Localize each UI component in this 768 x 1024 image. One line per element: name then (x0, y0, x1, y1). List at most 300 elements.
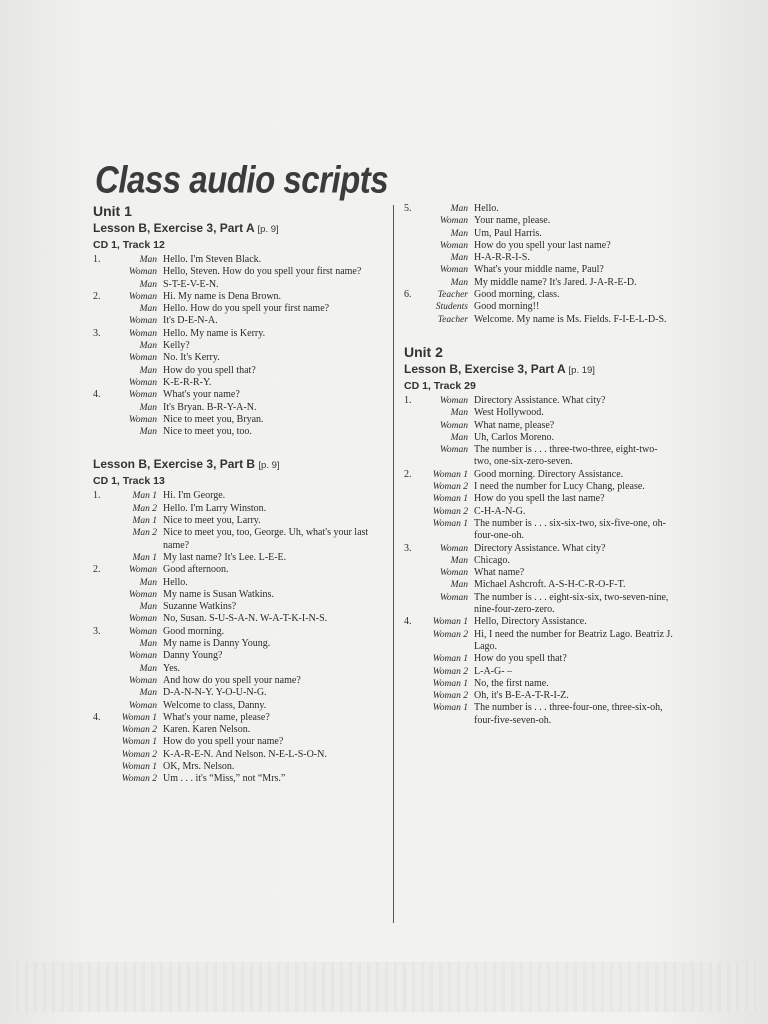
item-number (404, 481, 416, 493)
speaker-label: Woman 1 (432, 678, 468, 689)
item-number (93, 700, 105, 712)
speaker-label: Woman 1 (432, 518, 468, 529)
track-heading: CD 1, Track 13 (93, 475, 165, 488)
item-number (93, 515, 105, 527)
dialogue-line (93, 414, 385, 426)
item-number (404, 518, 416, 543)
item-number (404, 264, 416, 276)
dialogue-text: My middle name? It's Jared. J-A-R-E-D. (474, 276, 637, 288)
dialogue-text: Chicago. (474, 554, 510, 566)
dialogue-text: Hello, Directory Assistance. (474, 616, 587, 628)
dialogue-text: K-E-R-R-Y. (163, 376, 212, 388)
speaker-label: Woman (128, 328, 157, 339)
dialogue-line (93, 328, 385, 340)
dialogue-text: No, Susan. S-U-S-A-N. W-A-T-K-I-N-S. (163, 613, 328, 625)
item-number (93, 601, 105, 613)
dialogue-text: The number is . . . eight-six-six, two-seven-nine, nine-four-zero-zero. (474, 591, 669, 616)
dialogue-text: How do you spell your name? (163, 736, 284, 748)
item-number (404, 702, 416, 727)
item-number (93, 552, 105, 564)
dialogue-text: Good morning. Directory Assistance. (474, 468, 624, 480)
dialogue-text: Hello. (474, 203, 499, 214)
item-number (93, 749, 105, 761)
right-column (404, 203, 674, 727)
item-number: 3. (404, 542, 412, 554)
dialogue-text: Karen. Karen Nelson. (163, 724, 251, 736)
dialogue-text: What name? (474, 567, 525, 579)
speaker-label: Woman (439, 420, 468, 431)
speaker-label: Man (139, 688, 157, 699)
dialogue-text: Hello. How do you spell your first name? (163, 303, 330, 315)
lesson-title: Lesson B, Exercise 3, Part B (93, 457, 256, 472)
dialogue-text: Hi, I need the number for Beatriz Lago. Beatriz J. Lago. (474, 628, 673, 652)
dialogue-line (93, 389, 385, 401)
dialogue-line (404, 616, 674, 628)
dialogue-line (404, 493, 674, 505)
unit-heading: Unit 2 (404, 343, 443, 360)
speaker-label: Woman (128, 614, 157, 625)
item-number: 4. (93, 389, 101, 401)
dialogue-line (404, 555, 674, 567)
speaker-label: Woman 2 (432, 506, 468, 517)
dialogue-line (404, 444, 674, 469)
dialogue-line (404, 215, 674, 227)
speaker-label: Woman 2 (432, 629, 468, 640)
dialogue-line (404, 228, 674, 240)
dialogue-line (93, 352, 385, 364)
dialogue-text: Nice to meet you, Larry. (163, 515, 261, 527)
speaker-label: Woman (128, 675, 157, 686)
item-number: 2. (93, 290, 101, 302)
speaker-label: Woman (128, 626, 157, 637)
dialogue-text: Good morning, class. (474, 289, 560, 301)
dialogue-line (93, 564, 385, 576)
dialogue-text: Your name, please. (474, 215, 551, 227)
dialogue-text: D-A-N-N-Y. Y-O-U-N-G. (163, 687, 267, 699)
dialogue-text: OK, Mrs. Nelson. (163, 760, 235, 772)
speaker-label: Man (139, 427, 157, 438)
item-number (93, 352, 105, 364)
item-number (404, 240, 416, 252)
speaker-label: Woman (128, 651, 157, 662)
item-number (93, 613, 105, 625)
lesson-page-ref: [p. 9] (257, 224, 279, 235)
dialogue-text: What name, please? (474, 419, 555, 431)
lesson-page-ref: [p. 19] (568, 364, 595, 376)
speaker-label: Man (450, 555, 468, 566)
dialogue-line (93, 340, 385, 352)
item-number (404, 277, 416, 289)
dialogue-line (93, 601, 385, 613)
speaker-label: Man 2 (132, 503, 157, 514)
dialogue-text: How do you spell your last name? (474, 239, 611, 251)
script-block (404, 395, 674, 727)
dialogue-text: H-A-R-R-I-S. (474, 252, 530, 264)
item-number (93, 365, 105, 377)
speaker-label: Woman 1 (432, 494, 468, 505)
item-number (93, 589, 105, 601)
dialogue-line (404, 579, 674, 591)
item-number (93, 663, 105, 675)
lesson-title: Lesson B, Exercise 3, Part A (404, 361, 566, 376)
item-number (404, 555, 416, 567)
item-number: 2. (93, 564, 101, 576)
dialogue-text: Suzanne Watkins? (163, 601, 237, 613)
dialogue-line (93, 724, 385, 736)
item-number (93, 340, 105, 352)
speaker-label: Woman 2 (432, 482, 468, 493)
item-number (404, 444, 416, 469)
item-number (93, 414, 105, 426)
track-heading: CD 1, Track 12 (93, 239, 165, 251)
speaker-label: Woman (128, 390, 157, 401)
dialogue-text: Oh, it's B-E-A-T-R-I-Z. (474, 690, 569, 702)
dialogue-line (93, 515, 385, 527)
dialogue-text: No, the first name. (474, 677, 549, 689)
dialogue-line (93, 613, 385, 625)
dialogue-text: Um . . . it's “Miss,” not “Mrs.” (163, 773, 286, 785)
item-number (404, 653, 416, 665)
item-number (404, 493, 416, 505)
speaker-label: Woman (439, 265, 468, 276)
dialogue-line (404, 666, 674, 678)
dialogue-line (404, 203, 674, 215)
speaker-label: Woman (439, 445, 468, 456)
item-number (404, 432, 416, 444)
item-number (404, 215, 416, 227)
item-number: 3. (93, 327, 101, 339)
speaker-label: Man (139, 577, 157, 588)
dialogue-text: Good afternoon. (163, 564, 229, 576)
item-number (93, 736, 105, 748)
dialogue-line (404, 678, 674, 690)
lesson-title: Lesson B, Exercise 3, Part A (93, 221, 255, 235)
dialogue-text: Nice to meet you, Bryan. (163, 413, 264, 425)
dialogue-line (93, 315, 385, 327)
dialogue-line (404, 518, 674, 543)
dialogue-text: What's your middle name, Paul? (474, 264, 604, 276)
dialogue-text: Kelly? (163, 340, 190, 352)
dialogue-line (93, 589, 385, 601)
dialogue-line (404, 469, 674, 481)
dialogue-line (93, 650, 385, 662)
dialogue-text: C-H-A-N-G. (474, 505, 526, 517)
speaker-label: Man (450, 580, 468, 591)
speaker-label: Woman 1 (432, 617, 468, 628)
dialogue-line (93, 426, 385, 438)
speaker-label: Man 1 (132, 516, 157, 527)
column-divider (393, 205, 394, 923)
item-number (93, 773, 105, 785)
speaker-label: Man (450, 408, 468, 419)
dialogue-line (93, 490, 385, 502)
item-number (404, 666, 416, 678)
dialogue-line (404, 407, 674, 419)
dialogue-line (404, 702, 674, 727)
dialogue-line (404, 543, 674, 555)
left-column (93, 203, 385, 786)
dialogue-text: Hi. My name is Dena Brown. (163, 290, 282, 302)
item-number: 4. (404, 616, 412, 628)
dialogue-line (93, 675, 385, 687)
speaker-label: Woman 2 (121, 725, 157, 736)
dialogue-line (404, 567, 674, 579)
item-number (404, 228, 416, 240)
dialogue-line (93, 365, 385, 377)
item-number (404, 567, 416, 579)
dialogue-line (93, 700, 385, 712)
dialogue-line (93, 577, 385, 589)
page-title: Class audio scripts (95, 158, 389, 201)
dialogue-text: Directory Assistance. What city? (474, 394, 606, 406)
dialogue-line (93, 303, 385, 315)
speaker-label: Woman 2 (121, 774, 157, 785)
dialogue-text: The number is . . . three-two-three, eight-two-two, one-six-zero-seven. (474, 444, 658, 468)
item-number (404, 690, 416, 702)
speaker-label: Man (139, 255, 157, 265)
item-number (404, 314, 416, 326)
dialogue-line (404, 506, 674, 518)
item-number: 3. (93, 625, 101, 637)
dialogue-text: Nice to meet you, too, George. Uh, what's your last name? (163, 527, 369, 551)
speaker-label: Woman (128, 353, 157, 364)
speaker-label: Man (450, 204, 468, 214)
dialogue-line (404, 277, 674, 289)
unit-heading: Unit 1 (93, 203, 132, 219)
item-number (93, 724, 105, 736)
dialogue-line (404, 653, 674, 665)
speaker-label: Woman (128, 316, 157, 327)
speaker-label: Woman 1 (121, 737, 157, 748)
item-number (93, 527, 105, 552)
item-number (93, 377, 105, 389)
item-number (93, 687, 105, 699)
speaker-label: Man (139, 639, 157, 650)
item-number (93, 279, 105, 291)
dialogue-line (93, 712, 385, 724)
dialogue-text: Michael Ashcroft. A-S-H-C-R-O-F-T. (474, 579, 626, 591)
dialogue-text: How do you spell that? (474, 653, 567, 665)
item-number (93, 426, 105, 438)
speaker-label: Woman (439, 216, 468, 227)
dialogue-line (93, 527, 385, 552)
dialogue-line (93, 291, 385, 303)
item-number: 6. (404, 289, 412, 301)
dialogue-text: Hello. I'm Larry Winston. (163, 502, 267, 514)
speaker-label: Man (450, 228, 468, 239)
item-number (404, 420, 416, 432)
dialogue-line (404, 592, 674, 617)
item-number: 1. (93, 254, 101, 265)
dialogue-text: The number is . . . three-four-one, three-six-oh, four-five-seven-oh. (474, 702, 663, 726)
item-number (93, 638, 105, 650)
dialogue-line (93, 626, 385, 638)
item-number (93, 315, 105, 327)
speaker-label: Man 1 (132, 491, 157, 502)
dialogue-text: What's your name? (163, 389, 240, 401)
speaker-label: Woman 1 (121, 761, 157, 772)
lesson-heading (404, 361, 674, 378)
dialogue-line (404, 420, 674, 432)
speaker-label: Man (139, 304, 157, 315)
dialogue-text: West Hollywood. (474, 407, 544, 419)
dialogue-text: Hello. My name is Kerry. (163, 327, 266, 339)
speaker-label: Woman (128, 589, 157, 600)
item-number (404, 579, 416, 591)
item-number: 4. (93, 711, 101, 723)
dialogue-text: Welcome. My name is Ms. Fields. F-I-E-L-D-S. (474, 313, 667, 325)
item-number: 1. (404, 394, 412, 406)
dialogue-text: And how do you spell your name? (163, 674, 301, 686)
speaker-label: Man (139, 402, 157, 413)
dialogue-text: Danny Young? (163, 650, 223, 662)
dialogue-text: It's D-E-N-A. (163, 315, 218, 327)
item-number (404, 629, 416, 654)
dialogue-text: Hi. I'm George. (163, 490, 226, 502)
item-number (93, 761, 105, 773)
speaker-label: Teacher (437, 314, 468, 325)
dialogue-line (404, 395, 674, 407)
script-block (93, 254, 385, 438)
speaker-label: Students (435, 302, 468, 313)
speaker-label: Man (139, 279, 157, 290)
dialogue-text: No. It's Kerry. (163, 352, 220, 364)
dialogue-text: Directory Assistance. What city? (474, 542, 606, 554)
speaker-label: Woman (439, 543, 468, 554)
item-number (404, 301, 416, 313)
speaker-label: Woman (128, 267, 157, 278)
speaker-label: Man (139, 365, 157, 376)
dialogue-line (404, 690, 674, 702)
item-number (93, 266, 105, 278)
speaker-label: Woman 2 (432, 666, 468, 677)
speaker-label: Woman (128, 700, 157, 711)
dialogue-line (404, 629, 674, 654)
item-number (404, 506, 416, 518)
script-block (93, 490, 385, 785)
dialogue-line (93, 377, 385, 389)
dialogue-line (93, 773, 385, 785)
dialogue-line (404, 481, 674, 493)
item-number (404, 407, 416, 419)
speaker-label: Woman 1 (432, 469, 468, 480)
dialogue-line (93, 687, 385, 699)
dialogue-text: The number is . . . six-six-two, six-five-one, oh-four-one-oh. (474, 517, 666, 542)
lesson-heading (93, 220, 385, 237)
item-number (93, 650, 105, 662)
speaker-label: Woman 1 (121, 712, 157, 723)
dialogue-text: L-A-G- – (474, 665, 513, 677)
dialogue-line (404, 252, 674, 264)
speaker-label: Woman (439, 240, 468, 251)
script-block (404, 203, 674, 326)
dialogue-text: S-T-E-V-E-N. (163, 278, 219, 290)
speaker-label: Woman (128, 414, 157, 425)
dialogue-text: Welcome to class, Danny. (163, 699, 267, 711)
dialogue-text: My name is Susan Watkins. (163, 588, 274, 600)
dialogue-text: What's your name, please? (163, 711, 270, 723)
speaker-label: Woman (439, 592, 468, 603)
dialogue-text: Good morning. (163, 625, 225, 637)
dialogue-line (93, 279, 385, 291)
item-number (93, 303, 105, 315)
speaker-label: Woman (128, 377, 157, 388)
speaker-label: Woman 2 (121, 749, 157, 760)
dialogue-line (404, 289, 674, 301)
speaker-label: Woman 1 (432, 654, 468, 665)
speaker-label: Man (450, 277, 468, 288)
item-number (93, 577, 105, 589)
speaker-label: Woman (439, 568, 468, 579)
item-number: 1. (93, 490, 101, 502)
speaker-label: Woman 1 (432, 703, 468, 714)
speaker-label: Man 2 (132, 528, 157, 539)
dialogue-text: Hello. (163, 576, 188, 588)
item-number: 2. (404, 468, 412, 480)
dialogue-line (404, 314, 674, 326)
dialogue-line (404, 264, 674, 276)
dialogue-line (404, 240, 674, 252)
speaker-label: Man (139, 602, 157, 613)
dialogue-text: My last name? It's Lee. L-E-E. (163, 551, 287, 563)
speaker-label: Man (139, 663, 157, 674)
speaker-label: Woman (128, 291, 157, 302)
dialogue-text: Hello. I'm Steven Black. (163, 254, 262, 265)
dialogue-text: How do you spell the last name? (474, 493, 605, 505)
speaker-label: Woman 2 (432, 691, 468, 702)
speaker-label: Man (450, 432, 468, 443)
speaker-label: Man (139, 341, 157, 352)
item-number (93, 675, 105, 687)
dialogue-line (93, 254, 385, 266)
dialogue-line (93, 736, 385, 748)
lesson-page-ref: [p. 9] (258, 460, 280, 472)
dialogue-text: It's Bryan. B-R-Y-A-N. (163, 401, 257, 413)
item-number (93, 503, 105, 515)
speaker-label: Man (450, 253, 468, 264)
dialogue-text: I need the number for Lucy Chang, please. (474, 481, 645, 493)
speaker-label: Woman (439, 395, 468, 406)
dialogue-text: How do you spell that? (163, 364, 256, 376)
dialogue-text: Nice to meet you, too. (163, 426, 252, 438)
scan-artifact-band (10, 962, 758, 1012)
dialogue-line (404, 432, 674, 444)
dialogue-text: Uh, Carlos Moreno. (474, 431, 554, 443)
speaker-label: Teacher (437, 290, 468, 301)
dialogue-text: Good morning!! (474, 301, 540, 313)
lesson-heading (93, 456, 385, 473)
dialogue-text: Um, Paul Harris. (474, 227, 542, 239)
dialogue-line (404, 301, 674, 313)
dialogue-line (93, 638, 385, 650)
item-number (93, 402, 105, 414)
dialogue-text: Yes. (163, 662, 181, 674)
item-number (404, 252, 416, 264)
track-heading: CD 1, Track 29 (404, 379, 476, 392)
dialogue-line (93, 663, 385, 675)
dialogue-text: Hello, Steven. How do you spell your first name? (163, 266, 362, 278)
dialogue-line (93, 761, 385, 773)
dialogue-line (93, 552, 385, 564)
speaker-label: Woman (128, 565, 157, 576)
speaker-label: Man 1 (132, 552, 157, 563)
item-number (404, 592, 416, 617)
dialogue-text: My name is Danny Young. (163, 638, 271, 650)
dialogue-line (93, 266, 385, 278)
dialogue-line (93, 402, 385, 414)
item-number: 5. (404, 203, 412, 214)
dialogue-line (93, 749, 385, 761)
